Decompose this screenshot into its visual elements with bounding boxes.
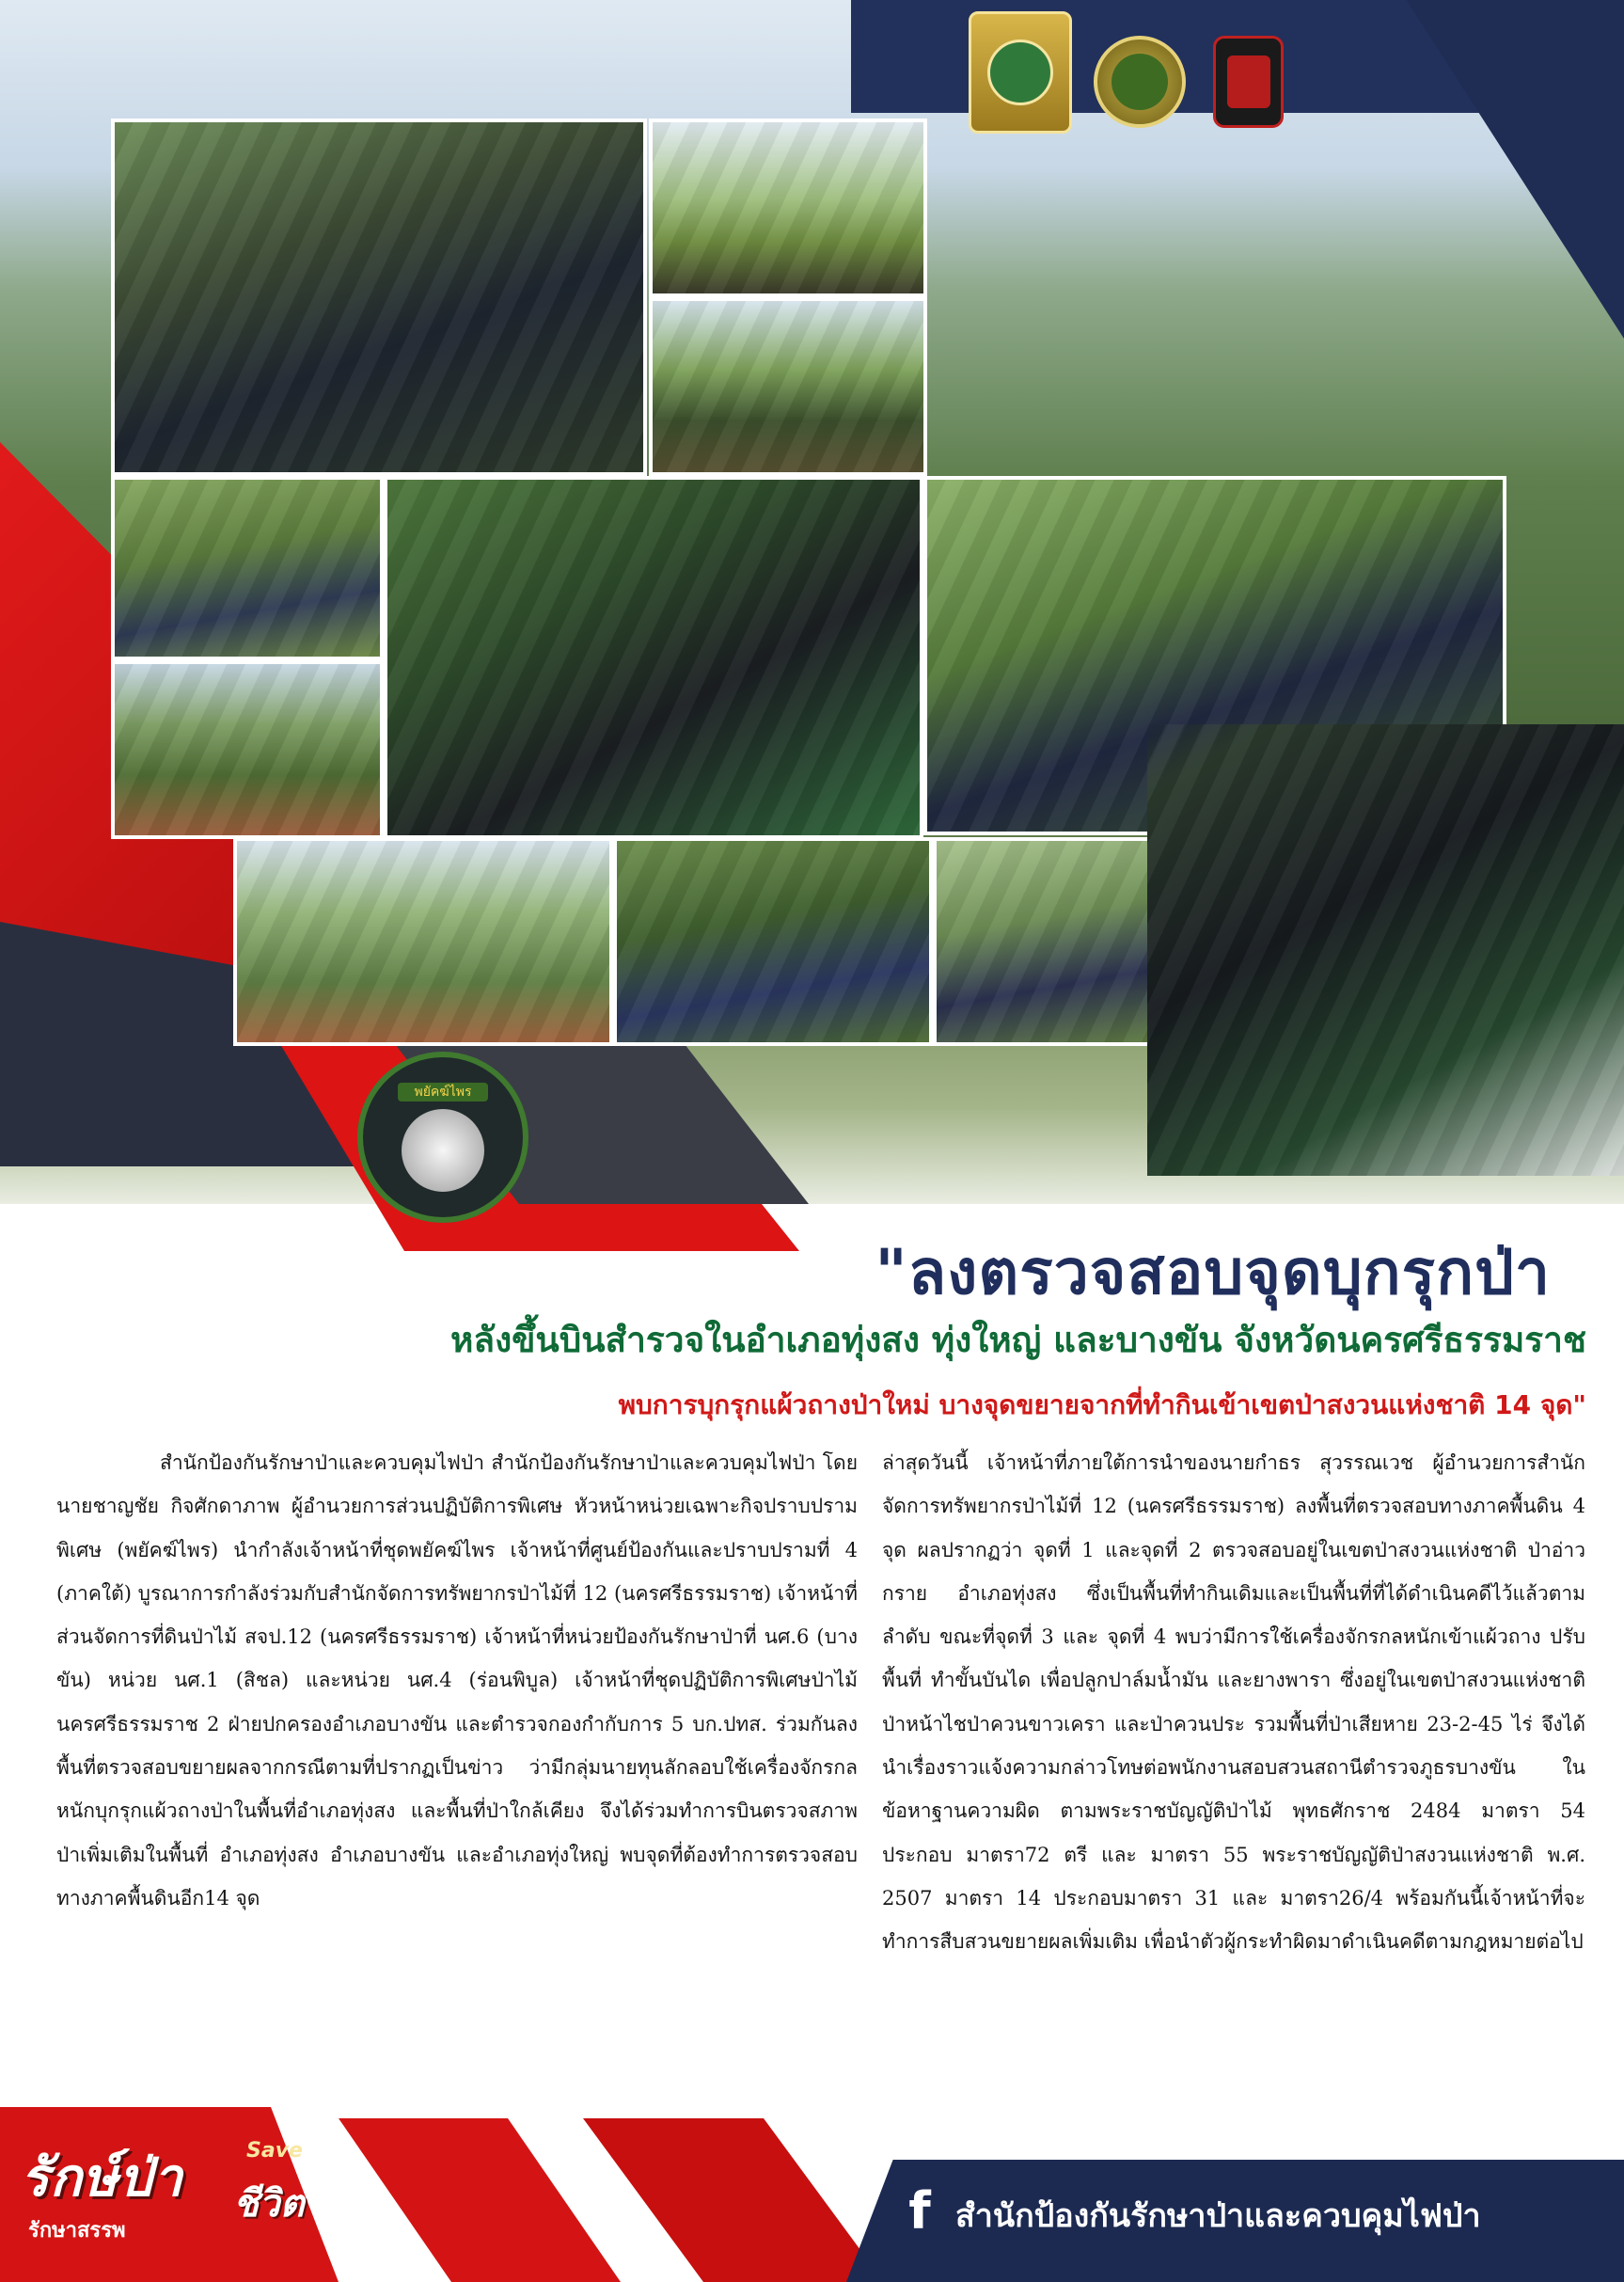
tiger-face-icon — [402, 1109, 484, 1192]
page-subtitle-secondary: พบการบุกรุกแผ้วถางป่าใหม่ บางจุดขยายจากที่ทำกินเข้าเขตป่าสงวนแห่งชาติ 14 จุด" — [618, 1389, 1586, 1420]
photo-officers-reviewing-map — [111, 119, 647, 476]
photo-officers-with-documents — [1147, 724, 1624, 1176]
photo-team-walking-plantation — [613, 837, 933, 1046]
tiger-unit-label: พยัคฆ์ไพร — [398, 1083, 488, 1101]
photo-officials-in-forest — [384, 476, 923, 839]
campaign-logo-save: Save — [246, 2139, 303, 2163]
article-left-column: สำนักป้องกันรักษาป่าและควบคุมไฟป่า สำนักป้องกันรักษาป่าและควบคุมไฟป่า โดยนายชาญชัย กิจศักดาภาพ ผู้อำนวยการส่วนปฏิบัติการพิเศษ หัวหน้าหน่วยเฉพาะกิจปราบปรามพิเศษ (พยัคฆ์ไพร) นำกำลังเจ้าหน้าที่ชุดพยัคฆ์ไพร เจ้าหน้าที่ศูนย์ป้องกันและปราบปรามที่ 4 (ภาคใต้) บูรณาการกำลังร่วมกับสำนักจัดการทรัพยากรป่าไม้ที่ 12 (นครศรีธรรมราช) เจ้าหน้าที่ส่วนจัดการที่ดินป่าไม้ สจป.12 (นครศรีธรรมราช) เจ้าหน้าที่หน่วยป้องกันรักษาป่าที่ นศ.6 (บางขัน) หน่วย นศ.1 (สิชล) และหน่วย นศ.4 (ร่อนพิบูล) เจ้าหน้าที่ชุดปฏิบัติการพิเศษป่าไม้นครศรีธรรมราช 2 ฝ่ายปกครองอำเภอบางขัน และตำรวจกองกำกับการ 5 บก.ปทส. ร่วมกันลงพื้นที่ตรวจสอบขยายผลจากกรณีตามที่ปรากฏเป็นข่าว ว่ามีกลุ่มนายทุนลักลอบใช้เครื่องจักรกลหนักบุกรุกแผ้วถางป่าในพื้นที่อำเภอทุ่งสง และพื้นที่ป่าใกล้เคียง จึงได้ร่วมทำการบินตรวจสภาพป่าเพิ่มเติมในพื้นที่ อำเภอทุ่งสง อำเภอบางขัน และอำเภอทุ่งใหญ่ พบจุดที่ต้องทำการตรวจสอบทางภาคพื้นดินอีก14 จุด — [56, 1451, 858, 1910]
photo-team-in-field-2 — [649, 297, 927, 476]
footer-agency-name[interactable]: สำนักป้องกันรักษาป่าและควบคุมไฟป่า — [955, 2197, 1481, 2235]
forest-seal-logo — [1094, 36, 1186, 128]
photo-team-in-field-1 — [649, 119, 927, 297]
special-unit-logo — [1213, 36, 1284, 128]
campaign-logo — [21, 2135, 305, 2246]
tiger-unit-emblem — [357, 1052, 528, 1223]
photo-team-on-slope — [933, 837, 1151, 1046]
footer-red-shape-3 — [583, 2118, 884, 2282]
article-right-column: ล่าสุดวันนี้ เจ้าหน้าที่ภายใต้การนำของนายกำธร สุวรรณเวช ผู้อำนวยการสำนักจัดการทรัพยากรป่าไม้ที่ 12 (นครศรีธรรมราช) ลงพื้นที่ตรวจสอบทางภาคพื้นดิน 4 จุด ผลปรากฏว่า จุดที่ 1 และจุดที่ 2 ตรวจสอบอยู่ในเขตป่าสงวนแห่งชาติ ป่าอ่าวกราย อำเภอทุ่งสง ซึ่งเป็นพื้นที่ทำกินเดิมและเป็นพื้นที่ที่ได้ดำเนินคดีไว้แล้วตามลำดับ ขณะที่จุดที่ 3 และ จุดที่ 4 พบว่ามีการใช้เครื่องจักรกลหนักเข้าแผ้วถาง ปรับพื้นที่ ทำขั้นบันได เพื่อปลูกปาล์มน้ำมัน และยางพารา ซึ่งอยู่ในเขตป่าสงวนแห่งชาติ ป่าหน้าไชป่าควนขาวเครา และป่าควนประ รวมพื้นที่ป่าเสียหาย 23-2-45 ไร่ จึงได้นำเรื่องราวแจ้งความกล่าวโทษต่อพนักงานสอบสวนสถานีตำรวจภูธรบางขัน ในข้อหาฐานความผิด ตามพระราชบัญญัติป่าไม้ พุทธศักราช 2484 มาตรา 54 ประกอบ มาตรา72 ตรี และ มาตรา 55 พระราชบัญญัติป่าสงวนแห่งชาติ พ.ศ. 2507 มาตรา 14 ประกอบมาตรา 31 และ มาตรา26/4 พร้อมกันนี้เจ้าหน้าที่จะทำการสืบสวนขยายผลเพิ่มเติม เพื่อนำตัวผู้กระทำผิดมาดำเนินคดีตามกฎหมายต่อไป — [882, 1451, 1585, 1954]
royal-forest-department-logo — [969, 11, 1072, 134]
page-subtitle: หลังขึ้นบินสำรวจในอำเภอทุ่งสง ทุ่งใหญ่ และบางขัน จังหวัดนครศรีธรรมราช — [450, 1320, 1586, 1360]
photo-cleared-hillside — [111, 660, 384, 839]
campaign-logo-sub: รักษาสรรพ — [28, 2219, 126, 2242]
footer-red-shape-2 — [339, 2118, 621, 2282]
photo-forest-landscape — [233, 837, 613, 1046]
photo-officer-inspecting-plant — [111, 476, 384, 660]
campaign-logo-main: รักษ์ป่า — [21, 2147, 183, 2209]
facebook-icon[interactable]: f — [908, 2181, 931, 2241]
page-title: "ลงตรวจสอบจุดบุกรุกป่า — [875, 1236, 1551, 1308]
campaign-logo-life: ชีวิต — [233, 2182, 305, 2226]
